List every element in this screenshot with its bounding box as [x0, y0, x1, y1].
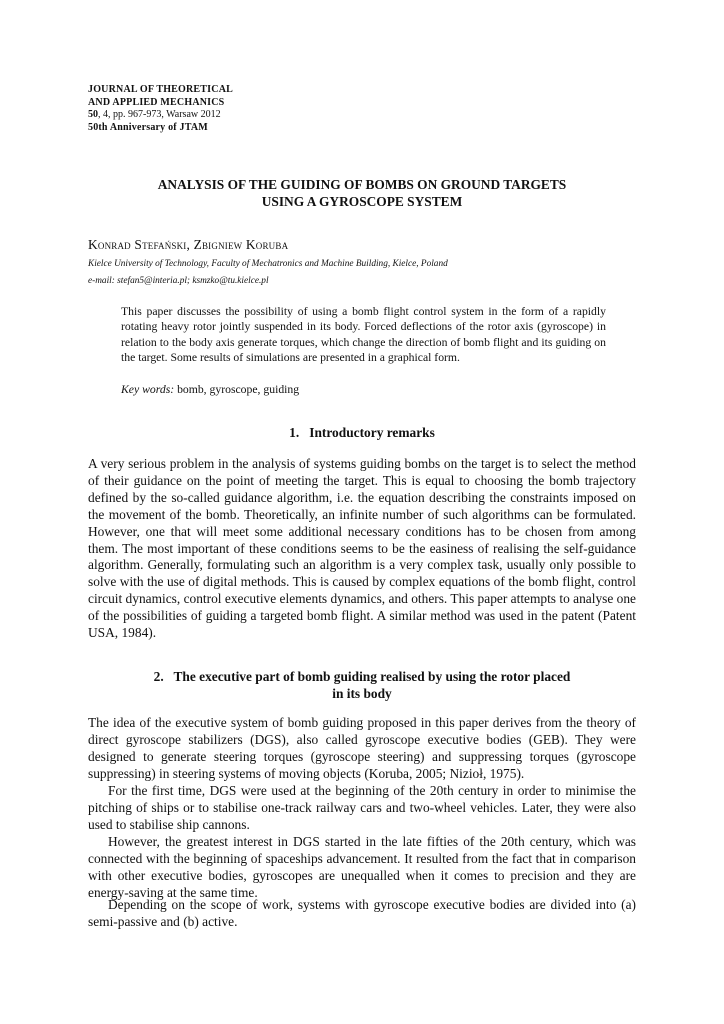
section-2-heading-line2: in its body: [332, 686, 392, 701]
paper-title-line2: USING A GYROSCOPE SYSTEM: [261, 194, 463, 209]
journal-anniversary: 50th Anniversary of JTAM: [88, 121, 208, 133]
journal-header: [88, 84, 348, 134]
section-2-paragraph-4: Depending on the scope of work, systems with gyroscope executive bodies are divided into (a) semi-passive and (b) active.: [88, 897, 636, 929]
journal-name-line1: JOURNAL OF THEORETICAL: [88, 84, 233, 95]
abstract: This paper discusses the possibility of using a bomb flight control system in the form of a rapidly rotating heavy rotor jointly suspended in its body. Forced deflections of the rotor axis (gyroscope) in relation to the body axis generate torques, which change the direction of bomb flight and its guiding on the target. Some results of simulations are presented in a graphical form.: [121, 305, 606, 364]
affiliation: Kielce University of Technology, Faculty of Mechatronics and Machine Building, Kielce, Poland: [88, 259, 448, 269]
keywords-text: bomb, gyroscope, guiding: [174, 383, 300, 396]
section-1-paragraph: A very serious problem in the analysis of systems guiding bombs on the target is to select the method of their guidance on the point of meeting the target. This is equal to choosing the bomb trajectory defined by the so-called guidance algorithm, i.e. the equation describing the constraints imposed on the movement of the bomb. Theoretically, an infinite number of such algorithms can be formulated. However, one that will meet some additional necessary conditions has to be chosen from among them. The most important of these conditions seems to be the easiness of realising the self-guidance algorithm. Generally, formulating such an algorithm is a very complex task, usually only possible to solve with the use of digital methods. This is caused by complex equations of the bomb flight, control circuit dynamics, control executive elements dynamics, and others. This paper attempts to analyse one of the possibilities of guiding a targeted bomb flight. A similar method was used in the patent (Patent USA, 1984).: [88, 456, 636, 641]
journal-reference: [88, 109, 348, 122]
journal-issue-pages: , 4, pp. 967-973, Warsaw 2012: [98, 109, 221, 120]
section-2-paragraph-1: The idea of the executive system of bomb guiding proposed in this paper derives from the theory of direct gyroscope stabilizers (DGS), also called gyroscope executive bodies (GEB). They were designed to generate steering torques (gyroscope steering) and suppressing torques (gyroscope suppressing) in steering systems of moving objects (Koruba, 2005; Nizioł, 1975).: [88, 715, 636, 781]
section-2-paragraph-2: For the first time, DGS were used at the beginning of the 20th century in order to minimise the pitching of ships or to stabilise one-track railway cars and two-wheel vehicles. Later, they were also used to stabilise ship cannons.: [88, 783, 636, 832]
keywords: [121, 383, 299, 396]
section-2-heading: [88, 668, 636, 702]
section-1-heading: 1. Introductory remarks: [289, 425, 435, 440]
journal-name-line2: AND APPLIED MECHANICS: [88, 96, 225, 108]
email-contact: e-mail: stefan5@interia.pl; ksmzko@tu.kielce.pl: [88, 276, 269, 286]
section-2-heading-line1: 2. The executive part of bomb guiding realised by using the rotor placed: [153, 669, 571, 684]
paper-title: [88, 176, 636, 210]
journal-volume: 50: [88, 109, 98, 120]
section-2-paragraph-3: However, the greatest interest in DGS started in the late fifties of the 20th century, which was connected with the beginning of spaceships advancement. It resulted from the fact that in comparison with other executive bodies, gyroscopes are unequalled when it comes to precision and they are energy-saving at the same time.: [88, 834, 636, 900]
keywords-label: Key words:: [121, 383, 175, 396]
authors: Konrad Stefański, Zbigniew Koruba: [88, 237, 289, 252]
paper-title-line1: ANALYSIS OF THE GUIDING OF BOMBS ON GROUND TARGETS: [157, 177, 567, 192]
